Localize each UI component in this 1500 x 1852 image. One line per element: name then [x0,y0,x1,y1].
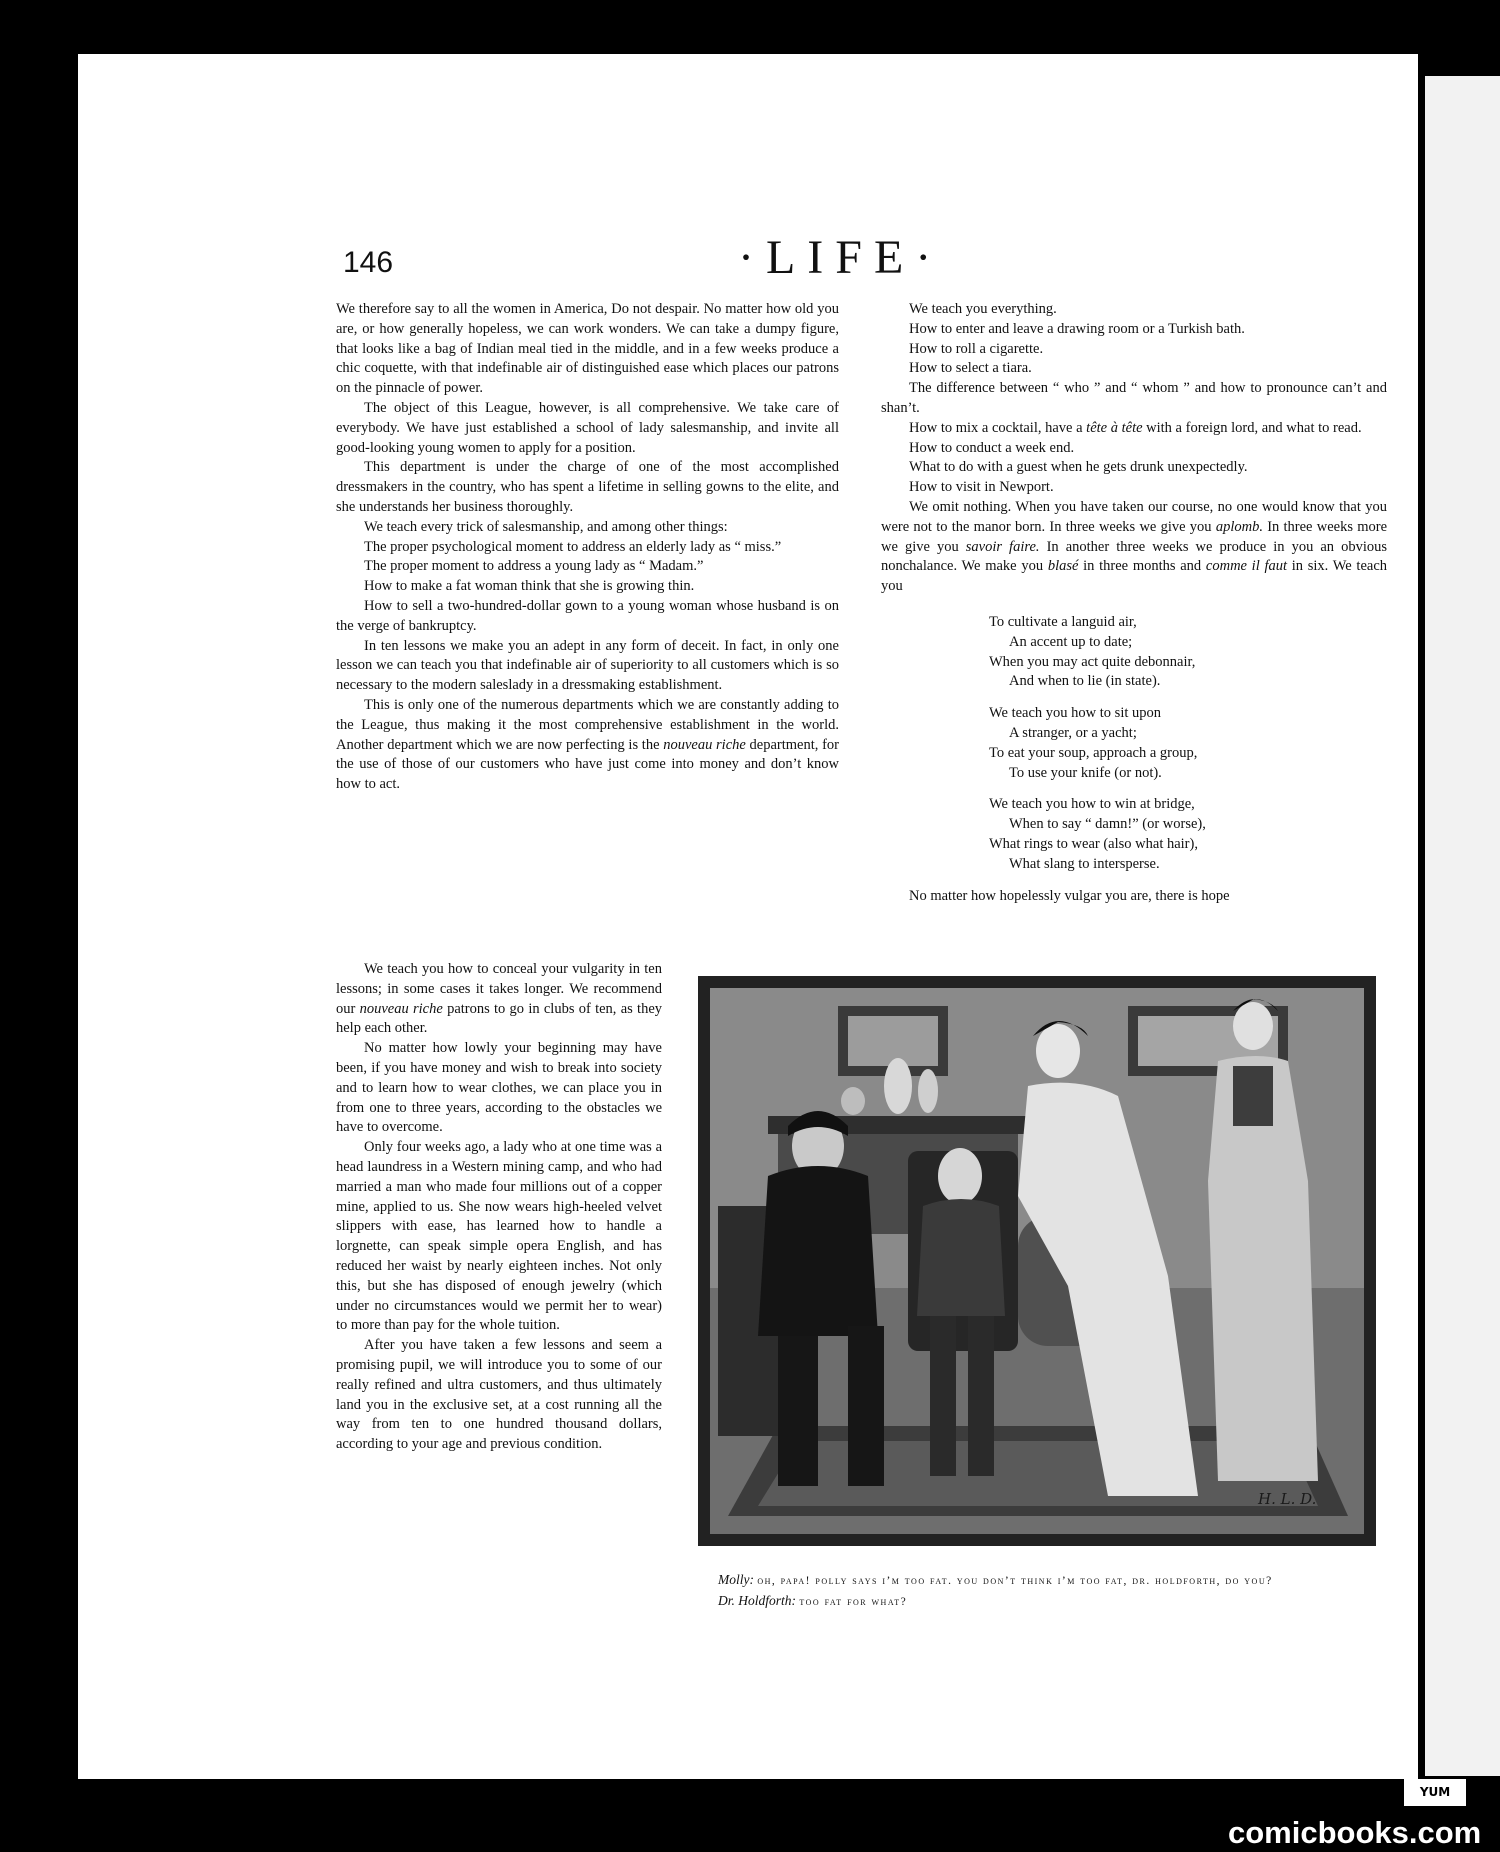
verse-line: An accent up to date; [1009,633,1133,650]
paragraph: The proper moment to address a young lady as “ Madam.” [364,558,704,575]
paragraph: After you have taken a few lessons and seem a promising pupil, we will introduce you to some of our really refined and ultra customers, and thus ultimately land you in the exclusive set, at a cost running all the way from ten to one hundred thousand dollars, according to your age and previous condition. [336,1337,662,1453]
italic-run: nouveau riche [359,1000,443,1017]
paragraph: The difference between “ who ” and “ whom ” and how to pronounce can’t and shan’t. [881,380,1387,416]
page-number: 146 [343,246,394,279]
paragraph: We therefore say to all the women in America, Do not despair. No matter how old you are, or how generally hopeless, we can work wonders. We can take a dumpy figure, that looks like a bag of Indian meal tied in the middle, and in a few weeks produce a chic coquette, with that indefinable air of distinguished ease which places our patrons on the pinnacle of power. [336,301,839,397]
paragraph: Only four weeks ago, a lady who at one time was a head laundress in a Western mining camp, and who had married a man who made four millions out of a copper mine, applied to us. She now wears high-heeled velvet slippers with ease, has learned how to handle a lorgnette, can speak simple opera English, and has reduced her waist by nearly eighteen inches. Not only this, but she has disposed of enough jewelry (which under no circumstances would we permit her to wear) to more than pay for the whole tuition. [336,1139,662,1334]
illustration-caption [692,1570,1396,1612]
text-run: patrons to go in clubs of ten, as they help each other. [336,1000,662,1037]
paragraph: This department is under the charge of one of the most accomplished dressmakers in the country, who has spent a lifetime in selling gowns to the elite, and she understands her business thoroughly. [336,459,839,515]
text-run: We teach you how to conceal your vulgarity in ten lessons; in some cases it takes longer. We recommend our [336,961,662,1017]
text-run: in three months and [1083,558,1202,575]
adjacent-page-edge [1425,76,1500,1776]
verse-stanza [989,795,1387,874]
caption-dialogue: oh, papa! polly says i’m too fat. you don’t think i’m too fat, dr. holdforth, do you? [757,1575,1273,1587]
text-run: in six. We teach you [881,558,1388,595]
watermark-tag: YUM [1404,1779,1466,1806]
verse-line: When you may act quite debonnair, [989,653,1196,670]
column-left-bottom [336,960,662,1455]
paragraph: How to conduct a week end. [909,439,1075,456]
paragraph: What to do with a guest when he gets drunk unexpectedly. [909,459,1248,476]
verse-stanza [989,704,1387,783]
paragraph: The proper psychological moment to address an elderly lady as “ miss.” [364,538,782,555]
text-run: with a foreign lord, and what to read. [1146,419,1362,436]
verse-line: A stranger, or a yacht; [1009,724,1137,741]
magazine-page [78,54,1418,1779]
text-run: How to mix a cocktail, have a [909,419,1083,436]
text-run: We omit nothing. When you have taken our course, no one would know that you were not to the manor born. In three weeks we give you [881,498,1387,535]
verse [989,613,1387,875]
caption-speaker: Molly: [718,1572,754,1587]
paragraph: No matter how hopelessly vulgar you are, there is hope [909,887,1230,904]
verse-line: To eat your soup, approach a group, [989,744,1198,761]
caption-line [692,1570,1396,1591]
paragraph: In ten lessons we make you an adept in any form of deceit. In fact, in only one lesson we can teach you that indefinable air of superiority to all customers which is so necessary to the modern saleslady in a dressmaking establishment. [336,637,839,694]
italic-run: blasé [1047,558,1079,575]
parlor-scene-drawing [698,976,1376,1546]
paragraph: How to select a tiara. [909,360,1032,377]
paragraph: How to sell a two-hundred-dollar gown to a young woman whose husband is on the verge of bankruptcy. [336,597,839,634]
paragraph: How to enter and leave a drawing room or a Turkish bath. [909,320,1245,337]
text-run: In another three weeks we produce in you an obvious nonchalance. We make you [881,538,1388,575]
caption-line [692,1591,1396,1612]
paragraph: No matter how lowly your beginning may have been, if you have money and wish to break into society and to learn how to wear clothes, we can place you in from one to three years, according to the obstacles we have to overcome. [336,1040,662,1136]
paragraph [881,498,1387,597]
paragraph [336,696,839,795]
verse-line: To use your knife (or not). [1009,764,1162,781]
watermark-site: comicbooks.com [1228,1815,1482,1850]
paragraph: The object of this League, however, is all comprehensive. We take care of everybody. We have just established a school of lady salesmanship, and invite all good-looking young women to apply for a position. [336,399,839,456]
column-right [881,300,1387,906]
paragraph [336,960,662,1039]
italic-run: nouveau riche [663,736,746,753]
caption-speaker: Dr. Holdforth: [718,1593,797,1608]
paragraph: How to visit in Newport. [909,479,1054,496]
verse-line: When to say “ damn!” (or worse), [1009,816,1206,833]
artist-signature: H. L. D. [1258,1490,1317,1508]
caption-dialogue: too fat for what? [799,1596,908,1608]
verse-line: And when to lie (in state). [1009,673,1161,690]
verse-stanza [989,613,1387,692]
text-run: department, for the use of those of our customers who have just come into money and don’t know how to act. [336,736,839,793]
paragraph: We teach you everything. [909,301,1057,317]
paragraph: We teach every trick of salesmanship, and among other things: [364,518,728,535]
paragraph [881,419,1387,439]
text-run: This is only one of the numerous departments which we are constantly adding to the League, thus making it the most comprehensive establishment in the world. Another department which we are now perfecting is the [336,696,839,753]
italic-run: comme il faut [1205,558,1288,575]
verse-line: We teach you how to sit upon [989,705,1161,722]
verse-line: What slang to intersperse. [1009,855,1160,872]
paragraph: How to roll a cigarette. [909,340,1044,357]
paragraph: How to make a fat woman think that she is growing thin. [364,578,695,595]
italic-run: tête à tête [1086,419,1143,436]
masthead: ·LIFE· [738,231,944,284]
verse-line: What rings to wear (also what hair), [989,835,1198,852]
illustration [698,976,1376,1546]
italic-run: savoir faire. [965,538,1040,555]
text-run: In three weeks more we give you [881,518,1388,555]
verse-line: We teach you how to win at bridge, [989,796,1195,813]
verse-line: To cultivate a languid air, [989,613,1137,630]
column-left-top [336,300,839,795]
italic-run: aplomb. [1215,518,1263,535]
